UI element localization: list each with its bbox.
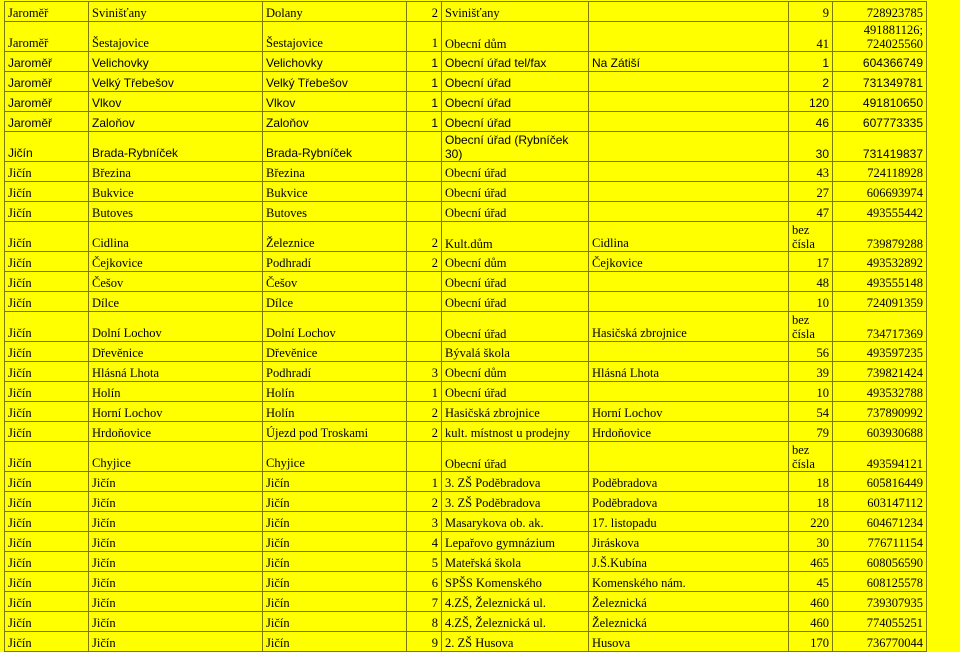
cell-phone[interactable]: 606693974 [833, 182, 927, 202]
cell-locality[interactable]: Čejkovice [89, 252, 263, 272]
cell-precinct[interactable] [407, 312, 442, 342]
table-row [5, 362, 927, 382]
cell-precinct[interactable] [407, 442, 442, 472]
cell-street[interactable]: Horní Lochov [589, 402, 789, 422]
cell-locality[interactable]: Holín [89, 382, 263, 402]
cell-precinct[interactable] [407, 162, 442, 182]
cell-locality[interactable]: Cidlina [89, 222, 263, 252]
cell-street[interactable]: 17. listopadu [589, 512, 789, 532]
table-row [5, 492, 927, 512]
cell-district[interactable]: Jičín [5, 202, 89, 222]
cell-municipality[interactable]: Dřevěnice [263, 342, 407, 362]
cell-street[interactable]: Železnická [589, 592, 789, 612]
cell-house-number[interactable]: 27 [789, 182, 833, 202]
cell-district[interactable]: Jičín [5, 402, 89, 422]
cell-locality[interactable]: Březina [89, 162, 263, 182]
cell-phone[interactable]: 739879288 [833, 222, 927, 252]
cell-municipality[interactable]: Vlkov [263, 92, 407, 112]
cell-municipality[interactable]: Jičín [263, 472, 407, 492]
cell-locality[interactable]: Jičín [89, 572, 263, 592]
cell-precinct[interactable] [407, 202, 442, 222]
cell-house-number[interactable]: 43 [789, 162, 833, 182]
cell-house-number[interactable]: 18 [789, 472, 833, 492]
table-row [5, 472, 927, 492]
cell-phone[interactable]: 603147112 [833, 492, 927, 512]
table-row [5, 112, 927, 132]
cell-venue[interactable]: Bývalá škola [442, 342, 589, 362]
cell-municipality[interactable]: Velichovky [263, 52, 407, 72]
cell-venue[interactable]: Masarykova ob. ak. [442, 512, 589, 532]
cell-house-number[interactable]: bez čísla [789, 442, 833, 472]
table-row [5, 52, 927, 72]
cell-phone[interactable]: 493532892 [833, 252, 927, 272]
cell-street[interactable]: Komenského nám. [589, 572, 789, 592]
cell-precinct[interactable]: 8 [407, 612, 442, 632]
cell-venue[interactable]: 4.ZŠ, Železnická ul. [442, 612, 589, 632]
cell-locality[interactable]: Bukvice [89, 182, 263, 202]
cell-street[interactable] [589, 272, 789, 292]
cell-locality[interactable]: Jičín [89, 612, 263, 632]
cell-municipality[interactable]: Holín [263, 382, 407, 402]
cell-locality[interactable]: Dolní Lochov [89, 312, 263, 342]
cell-precinct[interactable]: 6 [407, 572, 442, 592]
cell-municipality[interactable]: Železnice [263, 222, 407, 252]
cell-municipality[interactable]: Dolní Lochov [263, 312, 407, 342]
cell-venue[interactable]: Obecní úřad [442, 202, 589, 222]
cell-house-number[interactable]: 220 [789, 512, 833, 532]
cell-municipality[interactable]: Dílce [263, 292, 407, 312]
cell-locality[interactable]: Dřevěnice [89, 342, 263, 362]
cell-precinct[interactable]: 2 [407, 222, 442, 252]
cell-district[interactable]: Jaroměř [5, 2, 89, 22]
table-row [5, 222, 927, 252]
table-row [5, 422, 927, 442]
cell-precinct[interactable]: 2 [407, 2, 442, 22]
cell-phone[interactable]: 774055251 [833, 612, 927, 632]
cell-locality[interactable]: Butoves [89, 202, 263, 222]
cell-district[interactable]: Jičín [5, 342, 89, 362]
cell-locality[interactable]: Svinišťany [89, 2, 263, 22]
cell-locality[interactable]: Jičín [89, 592, 263, 612]
cell-street[interactable]: Husova [589, 632, 789, 652]
cell-precinct[interactable] [407, 342, 442, 362]
cell-venue[interactable]: Obecní úřad [442, 112, 589, 132]
cell-house-number[interactable]: 54 [789, 402, 833, 422]
cell-house-number[interactable]: 47 [789, 202, 833, 222]
cell-street[interactable]: Hrdoňovice [589, 422, 789, 442]
cell-phone[interactable]: 491881126; 724025560 [833, 22, 927, 52]
table-row [5, 312, 927, 342]
cell-district[interactable]: Jičín [5, 472, 89, 492]
cell-house-number[interactable]: 18 [789, 492, 833, 512]
cell-municipality[interactable]: Jičín [263, 592, 407, 612]
cell-district[interactable]: Jičín [5, 272, 89, 292]
cell-locality[interactable]: Dílce [89, 292, 263, 312]
cell-house-number[interactable]: 41 [789, 22, 833, 52]
table-row [5, 162, 927, 182]
cell-precinct[interactable]: 1 [407, 22, 442, 52]
cell-venue[interactable]: Obecní úřad [442, 162, 589, 182]
cell-locality[interactable]: Jičín [89, 472, 263, 492]
cell-house-number[interactable]: 39 [789, 362, 833, 382]
cell-municipality[interactable]: Češov [263, 272, 407, 292]
cell-venue[interactable]: Svinišťany [442, 2, 589, 22]
cell-phone[interactable]: 731419837 [833, 132, 927, 162]
cell-phone[interactable]: 737890992 [833, 402, 927, 422]
cell-street[interactable]: Na Zátiší [589, 52, 789, 72]
cell-district[interactable]: Jaroměř [5, 52, 89, 72]
cell-street[interactable] [589, 292, 789, 312]
table-row [5, 552, 927, 572]
cell-venue[interactable]: 2. ZŠ Husova [442, 632, 589, 652]
cell-municipality[interactable]: Butoves [263, 202, 407, 222]
cell-precinct[interactable]: 1 [407, 52, 442, 72]
cell-locality[interactable]: Horní Lochov [89, 402, 263, 422]
table-row [5, 292, 927, 312]
cell-locality[interactable]: Jičín [89, 632, 263, 652]
cell-venue[interactable]: Obecní úřad [442, 92, 589, 112]
table-row [5, 532, 927, 552]
cell-street[interactable] [589, 382, 789, 402]
cell-district[interactable]: Jičín [5, 362, 89, 382]
cell-precinct[interactable]: 7 [407, 592, 442, 612]
table-row [5, 92, 927, 112]
table-row [5, 402, 927, 422]
cell-house-number[interactable]: 56 [789, 342, 833, 362]
cell-district[interactable]: Jičín [5, 612, 89, 632]
cell-municipality[interactable]: Šestajovice [263, 22, 407, 52]
table-row [5, 72, 927, 92]
cell-phone[interactable]: 724118928 [833, 162, 927, 182]
table-body [5, 2, 927, 652]
cell-street[interactable]: Jiráskova [589, 532, 789, 552]
cell-house-number[interactable]: 9 [789, 2, 833, 22]
cell-house-number[interactable]: 10 [789, 292, 833, 312]
table-row [5, 202, 927, 222]
cell-house-number[interactable]: 30 [789, 132, 833, 162]
cell-precinct[interactable]: 2 [407, 422, 442, 442]
cell-precinct[interactable]: 5 [407, 552, 442, 572]
cell-house-number[interactable]: 10 [789, 382, 833, 402]
cell-precinct[interactable] [407, 132, 442, 162]
cell-venue[interactable]: Obecní úřad [442, 312, 589, 342]
cell-house-number[interactable]: 465 [789, 552, 833, 572]
cell-street[interactable] [589, 202, 789, 222]
cell-house-number[interactable]: 46 [789, 112, 833, 132]
cell-street[interactable]: Čejkovice [589, 252, 789, 272]
cell-house-number[interactable]: 460 [789, 592, 833, 612]
cell-street[interactable] [589, 182, 789, 202]
cell-house-number[interactable]: 170 [789, 632, 833, 652]
cell-municipality[interactable]: Podhradí [263, 252, 407, 272]
cell-locality[interactable]: Jičín [89, 552, 263, 572]
table-row [5, 132, 927, 162]
cell-phone[interactable]: 604671234 [833, 512, 927, 532]
cell-precinct[interactable] [407, 272, 442, 292]
cell-municipality[interactable]: Jičín [263, 572, 407, 592]
cell-locality[interactable]: Jičín [89, 492, 263, 512]
cell-venue[interactable]: Mateřská škola [442, 552, 589, 572]
cell-phone[interactable]: 493555148 [833, 272, 927, 292]
cell-venue[interactable]: Obecní úřad [442, 382, 589, 402]
cell-phone[interactable]: 607773335 [833, 112, 927, 132]
cell-phone[interactable]: 603930688 [833, 422, 927, 442]
cell-house-number[interactable]: 30 [789, 532, 833, 552]
cell-district[interactable]: Jičín [5, 492, 89, 512]
cell-district[interactable]: Jičín [5, 572, 89, 592]
cell-house-number[interactable]: bez čísla [789, 222, 833, 252]
table-row [5, 272, 927, 292]
table-row [5, 632, 927, 652]
cell-street[interactable] [589, 72, 789, 92]
cell-street[interactable] [589, 442, 789, 472]
cell-phone[interactable]: 728923785 [833, 2, 927, 22]
cell-venue[interactable]: Obecní úřad (Rybníček 30) [442, 132, 589, 162]
cell-locality[interactable]: Chyjice [89, 442, 263, 472]
cell-venue[interactable]: Obecní dům [442, 22, 589, 52]
cell-district[interactable]: Jičín [5, 552, 89, 572]
cell-street[interactable]: Poděbradova [589, 472, 789, 492]
cell-phone[interactable]: 731349781 [833, 72, 927, 92]
cell-municipality[interactable]: Újezd pod Troskami [263, 422, 407, 442]
table-row [5, 592, 927, 612]
cell-street[interactable]: Cidlina [589, 222, 789, 252]
cell-venue[interactable]: Obecní úřad tel/fax [442, 52, 589, 72]
cell-district[interactable]: Jičín [5, 222, 89, 252]
cell-phone[interactable]: 493532788 [833, 382, 927, 402]
cell-house-number[interactable]: 460 [789, 612, 833, 632]
cell-district[interactable]: Jičín [5, 132, 89, 162]
cell-municipality[interactable]: Chyjice [263, 442, 407, 472]
cell-district[interactable]: Jičín [5, 182, 89, 202]
cell-district[interactable]: Jičín [5, 532, 89, 552]
cell-venue[interactable]: Obecní dům [442, 362, 589, 382]
cell-venue[interactable]: Obecní dům [442, 252, 589, 272]
cell-venue[interactable]: 3. ZŠ Poděbradova [442, 492, 589, 512]
cell-precinct[interactable]: 3 [407, 512, 442, 532]
cell-street[interactable] [589, 342, 789, 362]
cell-venue[interactable]: Obecní úřad [442, 182, 589, 202]
cell-precinct[interactable]: 2 [407, 492, 442, 512]
cell-locality[interactable]: Jičín [89, 512, 263, 532]
cell-locality[interactable]: Zaloňov [89, 112, 263, 132]
cell-phone[interactable]: 493555442 [833, 202, 927, 222]
cell-venue[interactable]: kult. místnost u prodejny [442, 422, 589, 442]
cell-street[interactable]: Hasičská zbrojnice [589, 312, 789, 342]
cell-phone[interactable]: 734717369 [833, 312, 927, 342]
cell-district[interactable]: Jičín [5, 252, 89, 272]
cell-precinct[interactable] [407, 182, 442, 202]
cell-house-number[interactable]: 1 [789, 52, 833, 72]
cell-precinct[interactable]: 1 [407, 112, 442, 132]
cell-locality[interactable]: Šestajovice [89, 22, 263, 52]
cell-district[interactable]: Jičín [5, 312, 89, 342]
table-row [5, 252, 927, 272]
cell-municipality[interactable]: Dolany [263, 2, 407, 22]
cell-phone[interactable]: 493597235 [833, 342, 927, 362]
cell-locality[interactable]: Hlásná Lhota [89, 362, 263, 382]
cell-phone[interactable]: 608056590 [833, 552, 927, 572]
cell-house-number[interactable]: 48 [789, 272, 833, 292]
cell-district[interactable]: Jičín [5, 512, 89, 532]
cell-district[interactable]: Jaroměř [5, 92, 89, 112]
cell-house-number[interactable]: 79 [789, 422, 833, 442]
cell-precinct[interactable]: 4 [407, 532, 442, 552]
cell-precinct[interactable]: 9 [407, 632, 442, 652]
table-row [5, 22, 927, 52]
cell-house-number[interactable]: 120 [789, 92, 833, 112]
cell-municipality[interactable]: Holín [263, 402, 407, 422]
cell-precinct[interactable]: 1 [407, 472, 442, 492]
cell-phone[interactable]: 736770044 [833, 632, 927, 652]
cell-municipality[interactable]: Bukvice [263, 182, 407, 202]
cell-locality[interactable]: Hrdoňovice [89, 422, 263, 442]
cell-precinct[interactable]: 3 [407, 362, 442, 382]
cell-house-number[interactable]: bez čísla [789, 312, 833, 342]
cell-district[interactable]: Jičín [5, 592, 89, 612]
cell-municipality[interactable]: Podhradí [263, 362, 407, 382]
cell-district[interactable]: Jaroměř [5, 112, 89, 132]
cell-venue[interactable]: Lepařovo gymnázium [442, 532, 589, 552]
table-row [5, 572, 927, 592]
table-row [5, 182, 927, 202]
cell-venue[interactable]: Obecní úřad [442, 272, 589, 292]
cell-precinct[interactable] [407, 292, 442, 312]
cell-municipality[interactable]: Jičín [263, 612, 407, 632]
cell-street[interactable]: J.Š.Kubína [589, 552, 789, 572]
table-row [5, 442, 927, 472]
cell-locality[interactable]: Brada-Rybníček [89, 132, 263, 162]
cell-venue[interactable]: SPŠS Komenského [442, 572, 589, 592]
cell-phone[interactable]: 491810650 [833, 92, 927, 112]
cell-venue[interactable]: Kult.dům [442, 222, 589, 252]
cell-locality[interactable]: Češov [89, 272, 263, 292]
cell-district[interactable]: Jičín [5, 442, 89, 472]
cell-house-number[interactable]: 17 [789, 252, 833, 272]
cell-precinct[interactable]: 1 [407, 382, 442, 402]
cell-district[interactable]: Jičín [5, 422, 89, 442]
cell-venue[interactable]: Obecní úřad [442, 442, 589, 472]
cell-municipality[interactable]: Zaloňov [263, 112, 407, 132]
cell-district[interactable]: Jičín [5, 162, 89, 182]
cell-street[interactable]: Železnická [589, 612, 789, 632]
cell-municipality[interactable]: Březina [263, 162, 407, 182]
cell-precinct[interactable]: 2 [407, 252, 442, 272]
table-row [5, 512, 927, 532]
cell-precinct[interactable]: 1 [407, 72, 442, 92]
cell-house-number[interactable]: 2 [789, 72, 833, 92]
cell-street[interactable]: Poděbradova [589, 492, 789, 512]
cell-venue[interactable]: 3. ZŠ Poděbradova [442, 472, 589, 492]
cell-venue[interactable]: Obecní úřad [442, 72, 589, 92]
cell-house-number[interactable]: 45 [789, 572, 833, 592]
cell-phone[interactable]: 608125578 [833, 572, 927, 592]
cell-municipality[interactable]: Jičín [263, 552, 407, 572]
cell-venue[interactable]: 4.ZŠ, Železnická ul. [442, 592, 589, 612]
cell-street[interactable] [589, 2, 789, 22]
table-row [5, 2, 927, 22]
cell-district[interactable]: Jičín [5, 632, 89, 652]
cell-municipality[interactable]: Jičín [263, 512, 407, 532]
cell-phone[interactable]: 605816449 [833, 472, 927, 492]
cell-phone[interactable]: 739821424 [833, 362, 927, 382]
cell-phone[interactable]: 724091359 [833, 292, 927, 312]
cell-municipality[interactable]: Jičín [263, 492, 407, 512]
cell-street[interactable] [589, 112, 789, 132]
cell-phone[interactable]: 776711154 [833, 532, 927, 552]
cell-locality[interactable]: Vlkov [89, 92, 263, 112]
cell-municipality[interactable]: Brada-Rybníček [263, 132, 407, 162]
cell-phone[interactable]: 604366749 [833, 52, 927, 72]
cell-phone[interactable]: 493594121 [833, 442, 927, 472]
cell-municipality[interactable]: Jičín [263, 532, 407, 552]
cell-venue[interactable]: Obecní úřad [442, 292, 589, 312]
cell-venue[interactable]: Hasičská zbrojnice [442, 402, 589, 422]
table-row [5, 612, 927, 632]
cell-district[interactable]: Jičín [5, 292, 89, 312]
cell-locality[interactable]: Jičín [89, 532, 263, 552]
cell-street[interactable] [589, 92, 789, 112]
cell-locality[interactable]: Velichovky [89, 52, 263, 72]
table-row [5, 342, 927, 362]
cell-street[interactable] [589, 22, 789, 52]
cell-district[interactable]: Jaroměř [5, 22, 89, 52]
cell-street[interactable] [589, 132, 789, 162]
cell-municipality[interactable]: Velký Třebešov [263, 72, 407, 92]
cell-street[interactable]: Hlásná Lhota [589, 362, 789, 382]
cell-district[interactable]: Jaroměř [5, 72, 89, 92]
cell-street[interactable] [589, 162, 789, 182]
cell-phone[interactable]: 739307935 [833, 592, 927, 612]
cell-district[interactable]: Jičín [5, 382, 89, 402]
table-row [5, 382, 927, 402]
cell-municipality[interactable]: Jičín [263, 632, 407, 652]
cell-precinct[interactable]: 1 [407, 92, 442, 112]
polling-stations-table [4, 1, 927, 652]
cell-precinct[interactable]: 2 [407, 402, 442, 422]
cell-locality[interactable]: Velký Třebešov [89, 72, 263, 92]
